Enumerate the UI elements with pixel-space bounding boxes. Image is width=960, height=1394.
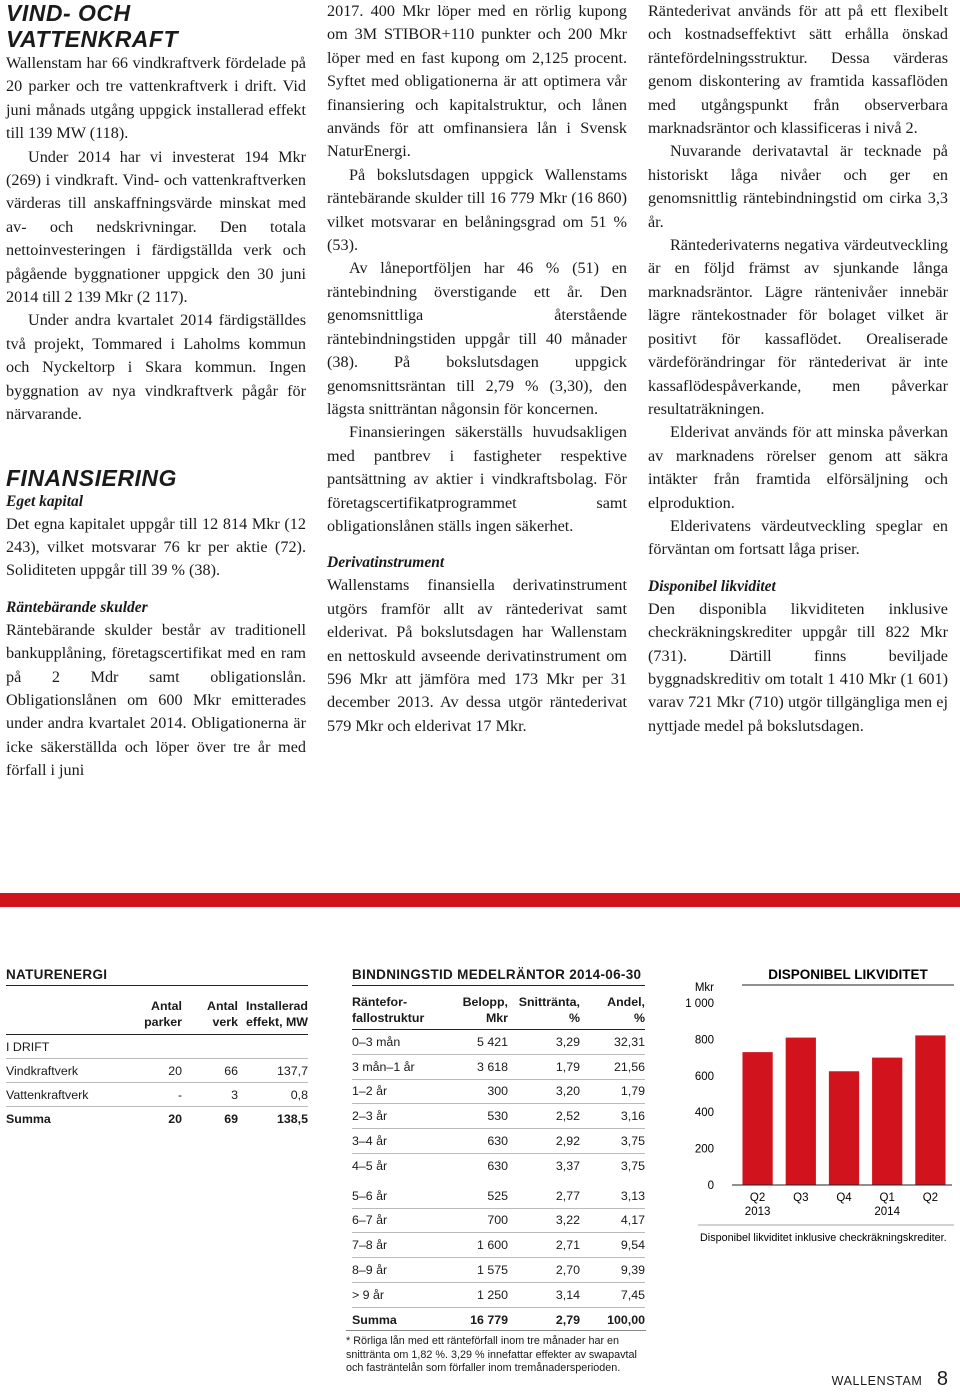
x-tick-label: Q4 [836,1192,852,1204]
table-cell: 700 [440,1208,508,1233]
table-row [352,1153,645,1180]
table-cell: 3,22 [508,1208,580,1233]
table-cell: 0–3 mån [352,1030,440,1055]
table-footnote: * Rörliga lån med ett ränteförfall inom tre månader har en snittränta om 1,82 %. 3,29 % innefattar effekter av swapavtal och fasträntelån som förfaller inom tremånadersperioden. [346,1330,646,1376]
section-heading-financing: FINANSIERING [6,464,177,491]
column-header: Snittränta, % [508,994,580,1030]
table-cell: 530 [440,1104,508,1129]
table-cell: - [126,1083,182,1107]
column-header [6,998,126,1035]
table-cell: 1–2 år [352,1079,440,1104]
table-cell: 4,17 [580,1208,645,1233]
footer-brand: WALLENSTAM [831,1374,923,1388]
table-cell: 2–3 år [352,1104,440,1129]
table-cell: 3,13 [580,1181,645,1208]
table-cell: 21,56 [580,1054,645,1079]
table-row [6,1035,308,1059]
table-cell: 300 [440,1079,508,1104]
bindningstid-table [352,994,645,1332]
section-heading-wind-water: VIND- OCH VATTENKRAFT [6,0,179,52]
table-row-sum [6,1107,308,1131]
y-tick-label: 800 [694,1034,714,1047]
x-tick-year-label: 2014 [874,1206,900,1218]
table-cell: 3 [182,1083,238,1107]
table-cell: 1 575 [440,1258,508,1283]
table-cell: 630 [440,1129,508,1154]
table-row [352,1208,645,1233]
table-cell: 630 [440,1153,508,1180]
paragraph: Räntederivat används för att på ett flexibelt och kostnadseffektivt sätt erhålla önskad räntefördelningsstruktur. Dessa värderas genom diskontering av framtida kassaflöden med utgångspunkt från observerbara marknadsräntor och klassificeras i nivå 2. [648,2,948,138]
table-cell: 66 [182,1059,238,1083]
table-cell: 5–6 år [352,1181,440,1208]
table-cell: 32,31 [580,1030,645,1055]
table-row [352,1079,645,1104]
table-cell: 7–8 år [352,1233,440,1258]
table-cell: 4–5 år [352,1153,440,1180]
paragraph: Elderivat används för att minska påverkan av marknadens rörelser genom att säkra intäkter från framtida elförsäljning och elproduktion. [648,423,948,512]
section-label: I DRIFT [6,1035,126,1059]
liquidity-bar-chart [678,965,956,1245]
table-cell: 1 600 [440,1233,508,1258]
table-cell: 2,77 [508,1181,580,1208]
table-row [352,1258,645,1283]
table-row-sum [352,1307,645,1331]
naturenergi-table-block [6,967,308,1130]
chart-bar [915,1035,945,1185]
chart-bar [786,1038,816,1185]
page-footer [832,1368,948,1391]
table-row [6,1059,308,1083]
table-cell: 2,70 [508,1258,580,1283]
chart-title: DISPONIBEL LIKVIDITET [768,967,928,982]
table-cell: 3,75 [580,1129,645,1154]
table-cell: 1,79 [508,1054,580,1079]
table-row [352,1233,645,1258]
table-cell: 3–4 år [352,1129,440,1154]
table-cell: 6–7 år [352,1208,440,1233]
table-cell: 137,7 [238,1059,308,1083]
table-cell: 3,29 [508,1030,580,1055]
table-cell: 7,45 [580,1282,645,1307]
paragraph: Det egna kapitalet uppgår till 12 814 Mkr (12 243), vilket motsvarar 76 kr per aktie (72). Soliditeten uppgår till 39 % (38). [6,514,306,580]
table-cell: 9,54 [580,1233,645,1258]
subheading-available-liquidity: Disponibel likviditet [648,577,776,595]
chart-bar [829,1071,859,1185]
page-number: 8 [936,1368,948,1390]
table-title: NATURENERGI [6,967,308,986]
paragraph: Av låneportföljen har 46 % (51) en räntebindning överstigande ett år. Den genomsnittliga återstående räntebindningstiden uppgår till 40 månader (38). På bokslutsdagen uppgick genomsnittsräntan till 2,79 % (3,30), den lägsta snitträntan någonsin för koncernen. [327,259,627,418]
subheading-equity: Eget kapital [6,492,84,510]
table-row [6,1083,308,1107]
table-cell: 5 421 [440,1030,508,1055]
paragraph: Under andra kvartalet 2014 färdigställdes två projekt, Tommared i Laholms kommun och Nyckeltorp i Skara kommun. Ingen byggnation av nya vindkraftverk pågår för närvarande. [6,311,306,424]
column-header: Belopp, Mkr [440,994,508,1030]
table-cell: 2,52 [508,1104,580,1129]
table-row [352,1282,645,1307]
table-row [352,1104,645,1129]
table-row [352,1054,645,1079]
x-tick-year-label: 2013 [744,1206,771,1218]
table-cell: 3,75 [580,1153,645,1180]
x-tick-label: Q2 [922,1192,939,1204]
column-header: Räntefor- fallostruktur [352,994,440,1030]
table-cell: 525 [440,1181,508,1208]
table-cell: 3,16 [580,1104,645,1129]
y-axis-unit: Mkr [694,982,714,994]
paragraph: Wallenstam har 66 vindkraftverk fördelade på 20 parker och tre vattenkraftverk i drift. Vid juni månads utgång uppgick installerad effekt till 139 MW (118). [6,54,306,143]
table-cell: 2,92 [508,1129,580,1154]
table-cell: Summa [6,1111,51,1126]
table-cell: 16 779 [440,1307,508,1331]
text-column-3 [648,0,948,738]
table-cell: Vattenkraftverk [6,1083,126,1107]
table-cell: 69 [224,1111,238,1126]
y-tick-label: 600 [694,1070,714,1083]
paragraph: Den disponibla likviditeten inklusive checkräkningskrediter uppgår till 822 Mkr (731). Därtill finns beviljade byggnadskreditiv om totalt 1 410 Mkr (1 601) varav 721 Mkr (710) utgör tillgängliga men ej nyttjade medel på bokslutsdagen. [648,599,948,735]
naturenergi-table [6,998,308,1130]
table-row [352,1129,645,1154]
paragraph: 2017. 400 Mkr löper med en rörlig kupong om 3M STIBOR+110 punkter och 200 Mkr löper med en fast kupong om 2,125 procent. Syftet med obligationerna är att optimera vår finansiering och kapitalstruktur, och lånen används för att omfinansiera lån i Svensk NaturEnergi. [327,2,627,161]
paragraph: Under 2014 har vi investerat 194 Mkr (269) i vindkraft. Vind- och vattenkraftverken värderas till anskaffningsvärde minskat med av- och nedskrivningar. Den totala nettoinvesteringen i färdigställda verk och pågående byggnationer uppgick den 30 juni 2014 till 2 139 Mkr (2 117). [6,147,306,307]
table-cell: 1,79 [580,1079,645,1104]
table-cell: Vindkraftverk [6,1059,126,1083]
y-tick-label: 200 [694,1143,714,1156]
column-header: Andel, % [580,994,645,1030]
table-cell: 3,14 [508,1282,580,1307]
paragraph: På bokslutsdagen uppgick Wallenstams räntebärande skulder till 16 779 Mkr (16 860) vilket motsvarar en belåningsgrad om 51 % (53). [327,165,627,255]
paragraph: Räntebärande skulder består av traditionell bankupplåning, företagscertifikat med en ram på 2 Mdr samt obligationslån. Obligationslånen om 600 Mkr emitterades under andra kvartalet 2014. Obligationerna är icke säkerställda och löper över tre år med förfall i juni [6,620,306,780]
table-row [352,1181,645,1208]
y-tick-label: 0 [707,1180,714,1192]
x-tick-label: Q1 [879,1192,895,1204]
paragraph: Wallenstams finansiella derivatinstrument utgörs framför allt av räntederivat samt elderivat. På bokslutsdagen har Wallenstam en nettoskuld avseende derivatinstrument om 596 Mkr att jämföra med 173 Mkr per 31 december 2013. Av dessa utgör räntederivat 579 Mkr och elderivat 17 Mkr. [327,576,627,735]
text-column-1 [6,0,306,783]
table-cell: 0,8 [238,1083,308,1107]
table-cell: 3,37 [508,1153,580,1180]
table-cell: Summa [352,1307,440,1331]
column-header: Installerad effekt, MW [238,998,308,1035]
column-header: Antal parker [126,998,182,1035]
red-divider-bar [0,893,960,907]
x-tick-label: Q2 [749,1192,766,1204]
paragraph: Elderivatens värdeutveckling speglar en förväntan om fortsatt låga priser. [648,516,948,559]
table-cell: 2,71 [508,1233,580,1258]
table-row [352,1030,645,1055]
y-tick-label: 400 [694,1107,714,1120]
paragraph: Nuvarande derivatavtal är tecknade på historiskt låga nivåer och ger en genomsnittlig räntebindningstid om cirka 3,3 år. [648,142,948,231]
bindningstid-table-block [352,967,645,1332]
subheading-derivatives: Derivatinstrument [327,554,445,572]
table-cell: 20 [126,1059,182,1083]
x-tick-label: Q3 [793,1192,809,1204]
table-cell: 9,39 [580,1258,645,1283]
table-cell: 3 mån–1 år [352,1054,440,1079]
text-column-2 [327,0,627,738]
subheading-interest-bearing-debt: Räntebärande skulder [6,598,148,616]
chart-bar [742,1052,772,1185]
liquidity-chart [678,965,956,1245]
table-title: BINDNINGSTID MEDELRÄNTOR 2014-06-30 [352,967,645,986]
table-cell: 8–9 år [352,1258,440,1283]
column-header: Antal verk [182,998,238,1035]
table-cell: > 9 år [352,1282,440,1307]
table-cell: 3 618 [440,1054,508,1079]
paragraph: Finansieringen säkerställs huvudsakligen med pantbrev i fastigheter respektive pantsättning av aktier i vindkraftsbolag. För företagscertifikatprogrammet samt obligationslånen ställs ingen säkerhet. [327,423,627,535]
chart-caption: Disponibel likviditet inklusive checkräkningskrediter. [700,1232,947,1244]
table-cell: 20 [168,1111,182,1126]
y-tick-label: 1 000 [685,998,714,1010]
table-cell: 138,5 [276,1111,308,1126]
paragraph: Räntederivaterns negativa värdeutveckling är en följd främst av sjunkande långa marknadsräntor. Lägre räntenivåer innebär lägre räntekostnader för bolaget vilket är positivt för kassaflödet. Orealiserade värdeförändringar för räntederivat är inte kassaflödespåverkande, men påverkar resultaträkningen. [648,236,948,418]
chart-bar [872,1058,902,1185]
table-cell: 1 250 [440,1282,508,1307]
table-cell: 3,20 [508,1079,580,1104]
table-cell: 2,79 [508,1307,580,1331]
table-cell: 100,00 [580,1307,645,1331]
